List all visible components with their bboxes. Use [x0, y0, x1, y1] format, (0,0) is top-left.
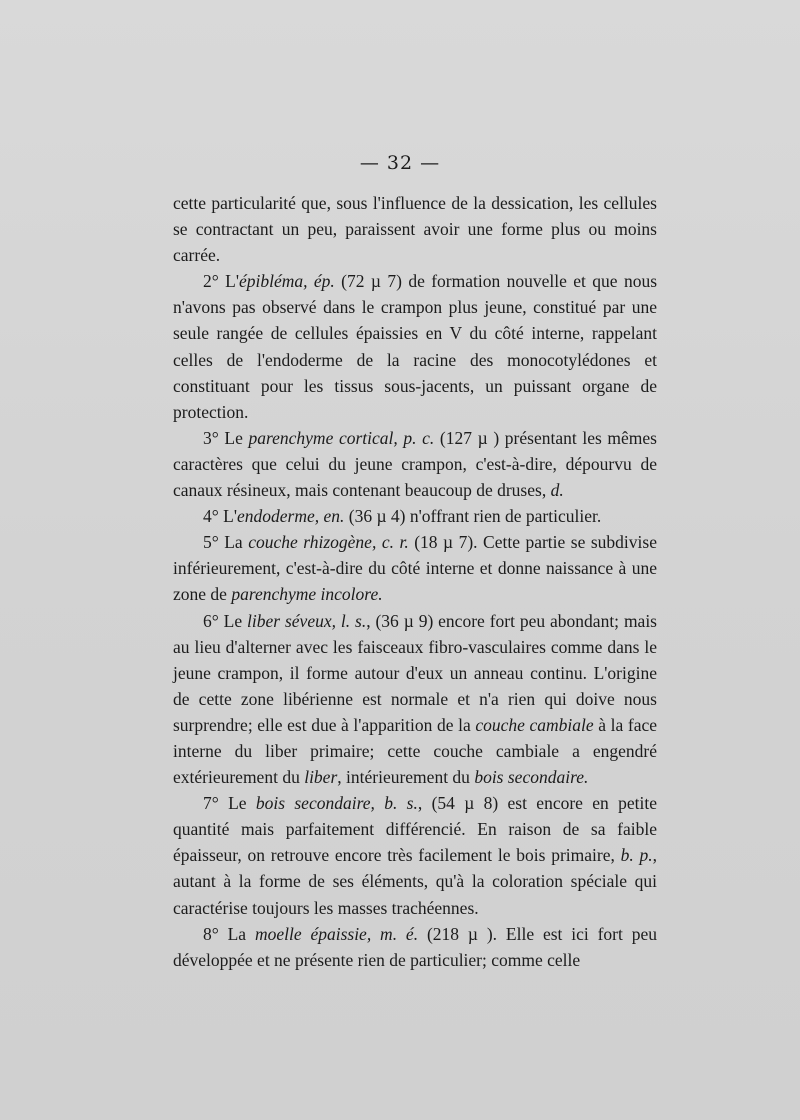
italic-term: liber séveux, l. s. [247, 610, 367, 631]
text-run: cette particularité que, sous l'influence de la dessication, les cellules se contractant un peu, paraissent avoir une forme plus ou moins carrée. [173, 193, 657, 266]
paragraph-0 [173, 190, 657, 268]
page-number: — 32 — [359, 152, 441, 174]
text-run: (72 µ 7) de formation nouvelle et que nous n'avons pas observé dans le crampon plus jeune, constitué par une seule rangée de cellules épaissies en V du côté interne, rappelant celles de l'endoderme de la racine des monocotylédones et constituant pour les tissus sous-jacents, un puissant organe de protection. [173, 271, 658, 422]
text-run: , (54 µ 8) est encore en petite quantité mais parfaitement différencié. En raison de sa faible épaisseur, on retrouve encore très facilement le bois primaire, [173, 793, 657, 866]
italic-term: parenchyme cortical, p. c. [248, 427, 435, 448]
paragraph-2 [173, 425, 657, 503]
paragraph-1 [173, 268, 657, 425]
text-run: , intérieurement du [337, 767, 475, 788]
text-run: 2° L' [203, 271, 239, 292]
paragraph-4 [173, 529, 657, 607]
italic-term: bois secondaire. [474, 767, 589, 788]
italic-term: couche cambiale [475, 714, 594, 735]
italic-term: b. p. [620, 845, 653, 866]
text-run: 6° Le [203, 610, 248, 631]
text-run: 8° La [203, 923, 255, 944]
italic-term: épibléma, ép. [238, 271, 335, 292]
italic-term: couche rhizogène, c. r. [248, 532, 409, 553]
text-run: 3° Le [203, 427, 249, 448]
paragraph-3 [173, 503, 657, 529]
text-run: (218 µ ). Elle est ici fort peu développée et ne présente rien de particulier; comme celle [173, 923, 657, 970]
italic-term: endoderme, en. [236, 506, 345, 527]
paragraph-5 [173, 608, 657, 791]
text-run: (36 µ 4) n'offrant rien de particulier. [344, 506, 602, 527]
text-run: 4° L' [203, 506, 237, 527]
italic-term: moelle épaissie, m. é. [254, 923, 419, 944]
italic-term: parenchyme incolore. [231, 584, 383, 605]
text-run: à la face interne du liber primaire; cette couche cambiale a engendré extérieurement du [173, 714, 658, 788]
paragraph-7 [173, 921, 657, 973]
italic-term: liber [304, 767, 338, 788]
text-run: (127 µ ) présentant les mêmes caractères que celui du jeune crampon, c'est-à-dire, dépourvu de canaux résineux, mais contenant beaucoup de druses, [173, 427, 657, 501]
text-run: (18 µ 7). Cette partie se subdivise inférieurement, c'est-à-dire du côté interne et donne naissance à une zone de [173, 532, 657, 605]
italic-term: bois secondaire, b. s. [255, 793, 418, 814]
text-run: 5° La [203, 532, 249, 553]
italic-term: d. [550, 480, 564, 501]
text-run: , autant à la forme de ses éléments, qu'à la coloration spéciale qui caractérise toujours les masses trachéennes. [173, 845, 657, 918]
body-text [173, 190, 657, 973]
text-run: , (36 µ 9) encore fort peu abondant; mais au lieu d'alterner avec les faisceaux fibro-vasculaires comme dans le jeune crampon, il forme autour d'eux un anneau continu. L'origine de cette zone libérienne est normale et n'a rien qui doive nous surprendre; elle est due à l'apparition de la [173, 610, 657, 735]
text-run: 7° Le [203, 793, 256, 814]
paragraph-6 [173, 790, 657, 920]
